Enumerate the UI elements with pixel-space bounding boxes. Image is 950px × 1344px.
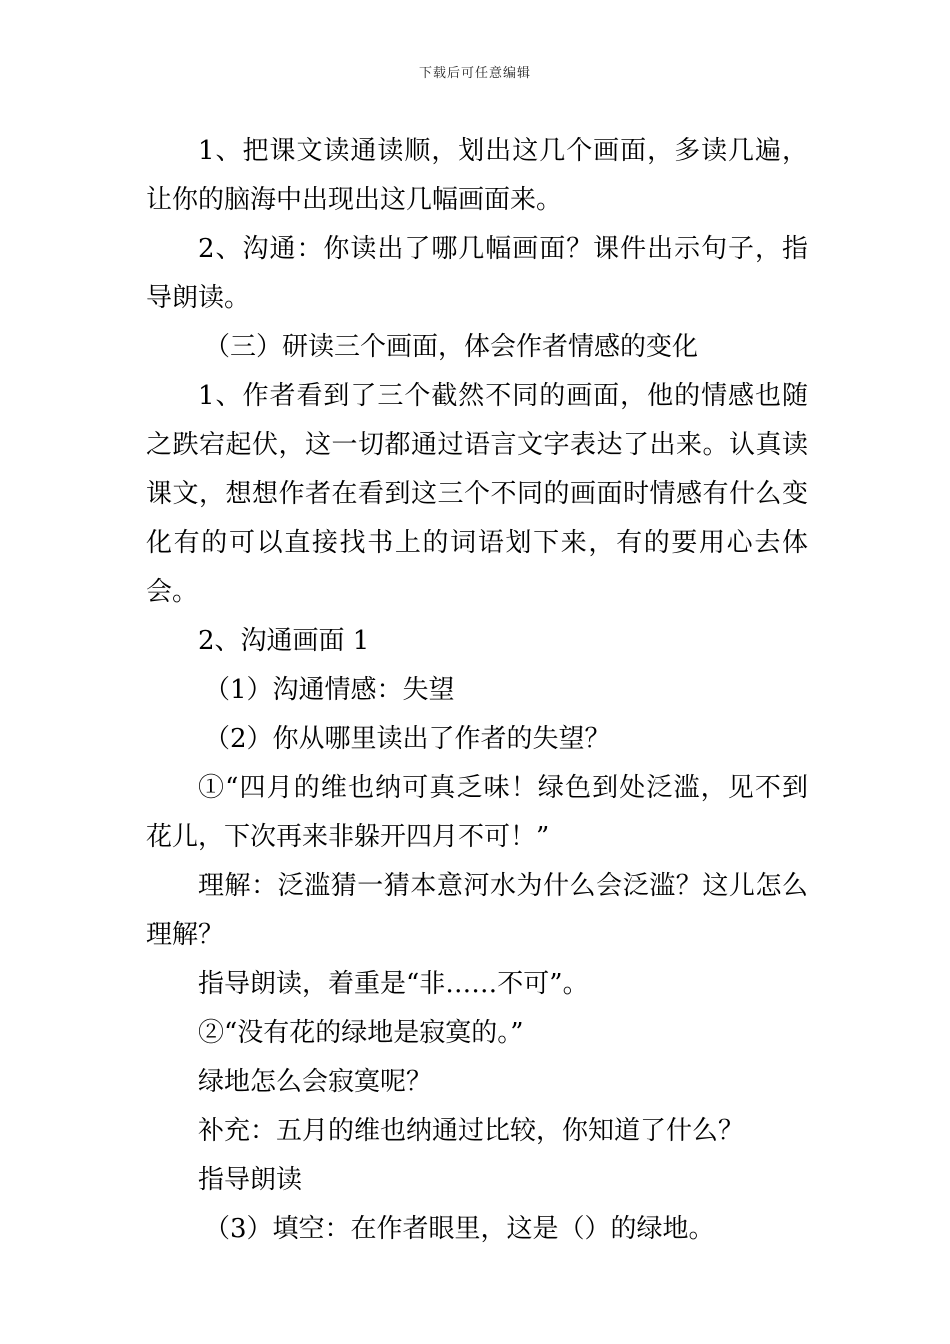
paragraph: 指导朗读，着重是“非……不可”。 xyxy=(198,969,589,999)
paragraph: 1、作者看到了三个截然不同的画面，他的情感也随之跌宕起伏，这一切都通过语言文字表达了出来。认真读课文，想想作者在看到这三个不同的画面时情感有什么变化有的可以直接找书上的词语划下来，有的要用心去体会。 xyxy=(146,381,808,607)
paragraph: 绿地怎么会寂寞呢？ xyxy=(198,1067,433,1097)
paragraph: 理解：泛滥猜一猜本意河水为什么会泛滥？这儿怎么理解？ xyxy=(146,871,808,950)
paragraph: （2）你从哪里读出了作者的失望？ xyxy=(204,724,611,754)
paragraph: 2、沟通：你读出了哪几幅画面？课件出示句子，指导朗读。 xyxy=(146,234,808,313)
page-header: 下载后可任意编辑 xyxy=(418,66,531,81)
quote-paragraph: ②“没有花的绿地是寂寞的。” xyxy=(198,1018,524,1048)
section-heading: （三）研读三个画面，体会作者情感的变化 xyxy=(204,332,699,362)
quote-paragraph: ①“四月的维也纳可真乏味！绿色到处泛滥，见不到花儿，下次再来非躲开四月不可！” xyxy=(146,773,808,852)
paragraph: 1、把课文读通读顺，划出这几个画面，多读几遍，让你的脑海中出现出这几幅画面来。 xyxy=(146,136,808,215)
paragraph: 指导朗读 xyxy=(198,1165,303,1195)
paragraph: （3）填空：在作者眼里，这是（）的绿地。 xyxy=(204,1214,715,1244)
paragraph: 补充：五月的维也纳通过比较，你知道了什么？ xyxy=(198,1116,745,1146)
paragraph: （1）沟通情感：失望 xyxy=(204,675,455,705)
document-body xyxy=(146,127,808,1254)
paragraph: 2、沟通画面 1 xyxy=(198,626,370,656)
